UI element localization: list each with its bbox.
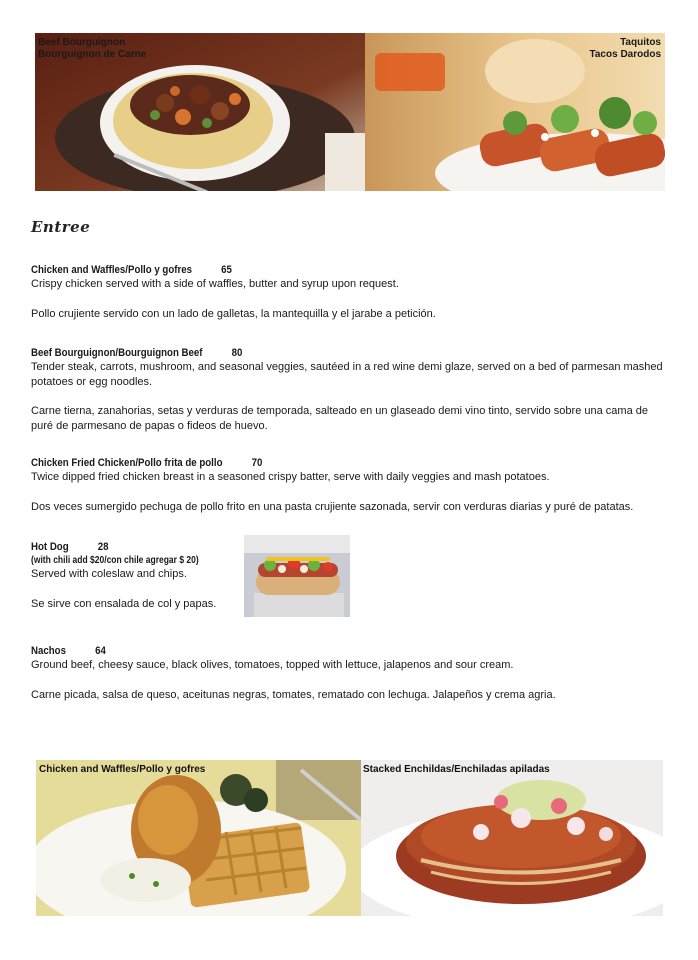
item-price: 28 [97,541,109,553]
item-name: Chicken and Waffles/Pollo y gofres [31,264,193,276]
stacked-enchiladas-photo [361,760,663,916]
item-description-en: Served with coleslaw and chips. [31,568,187,580]
hot-dog-photo [244,535,350,617]
item-description-en: Crispy chicken served with a side of waffles, butter and syrup upon request. [31,278,399,290]
item-price: 70 [251,457,263,469]
item-heading [31,540,216,554]
item-note: (with chili add $20/con chile agregar $ 20) [31,555,199,566]
item-description-es: Se sirve con ensalada de col y papas. [31,597,217,610]
item-name: Nachos [31,645,66,657]
item-name: Beef Bourguignon/Bourguignon Beef [31,347,203,359]
item-description-en: Twice dipped fried chicken breast in a seasoned crispy batter, serve with daily veggies and mash potatoes. [31,471,550,483]
section-title: Entree [31,218,91,236]
beef-bourguignon-caption: Beef Bourguignon Bourguignon de Carne [38,37,147,60]
item-description-es: Pollo crujiente servido con un lado de galletas, la mantequilla y el jarabe a petición. [31,307,436,320]
chicken-waffles-caption: Chicken and Waffles/Pollo y gofres [39,764,206,775]
item-price: 65 [221,264,232,276]
item-heading [31,456,594,470]
item-price: 80 [231,347,243,359]
item-heading [31,644,594,658]
item-heading [31,263,594,277]
item-name: Hot Dog [31,541,69,553]
menu-item-hot-dog [31,540,241,611]
item-price: 64 [95,645,106,657]
menu-item-chicken-waffles [31,263,671,321]
item-description-en: Tender steak, carrots, mushroom, and seasonal veggies, sautéed in a red wine demi glaze, served on a bed of parmesan mashed potatoes or egg noodles. [31,361,663,388]
chicken-waffles-photo [36,760,361,916]
menu-item-nachos [31,644,671,702]
item-description-es: Carne picada, salsa de queso, aceitunas negras, tomates, rematado con lechuga. Jalapeños y crema agria. [31,688,556,701]
menu-item-beef-bourguignon [31,346,671,433]
item-description-en: Ground beef, cheesy sauce, black olives, tomatoes, topped with lettuce, jalapenos and sour cream. [31,659,514,671]
item-heading [31,346,594,360]
taquitos-caption: Taquitos Tacos Darodos [589,37,661,60]
item-name: Chicken Fried Chicken/Pollo frita de pollo [31,457,223,469]
stacked-enchiladas-caption: Stacked Enchildas/Enchiladas apiladas [363,764,550,775]
item-description-es: Carne tierna, zanahorias, setas y verduras de temporada, salteado en un glaseado demi vino tinto, servido sobre una cama de puré de parmesano de papas o fideos de huevo. [31,405,648,432]
menu-item-chicken-fried-chicken [31,456,671,514]
item-description-es: Dos veces sumergido pechuga de pollo frito en una pasta crujiente sazonada, servir con verduras diarias y puré de patatas. [31,500,634,513]
